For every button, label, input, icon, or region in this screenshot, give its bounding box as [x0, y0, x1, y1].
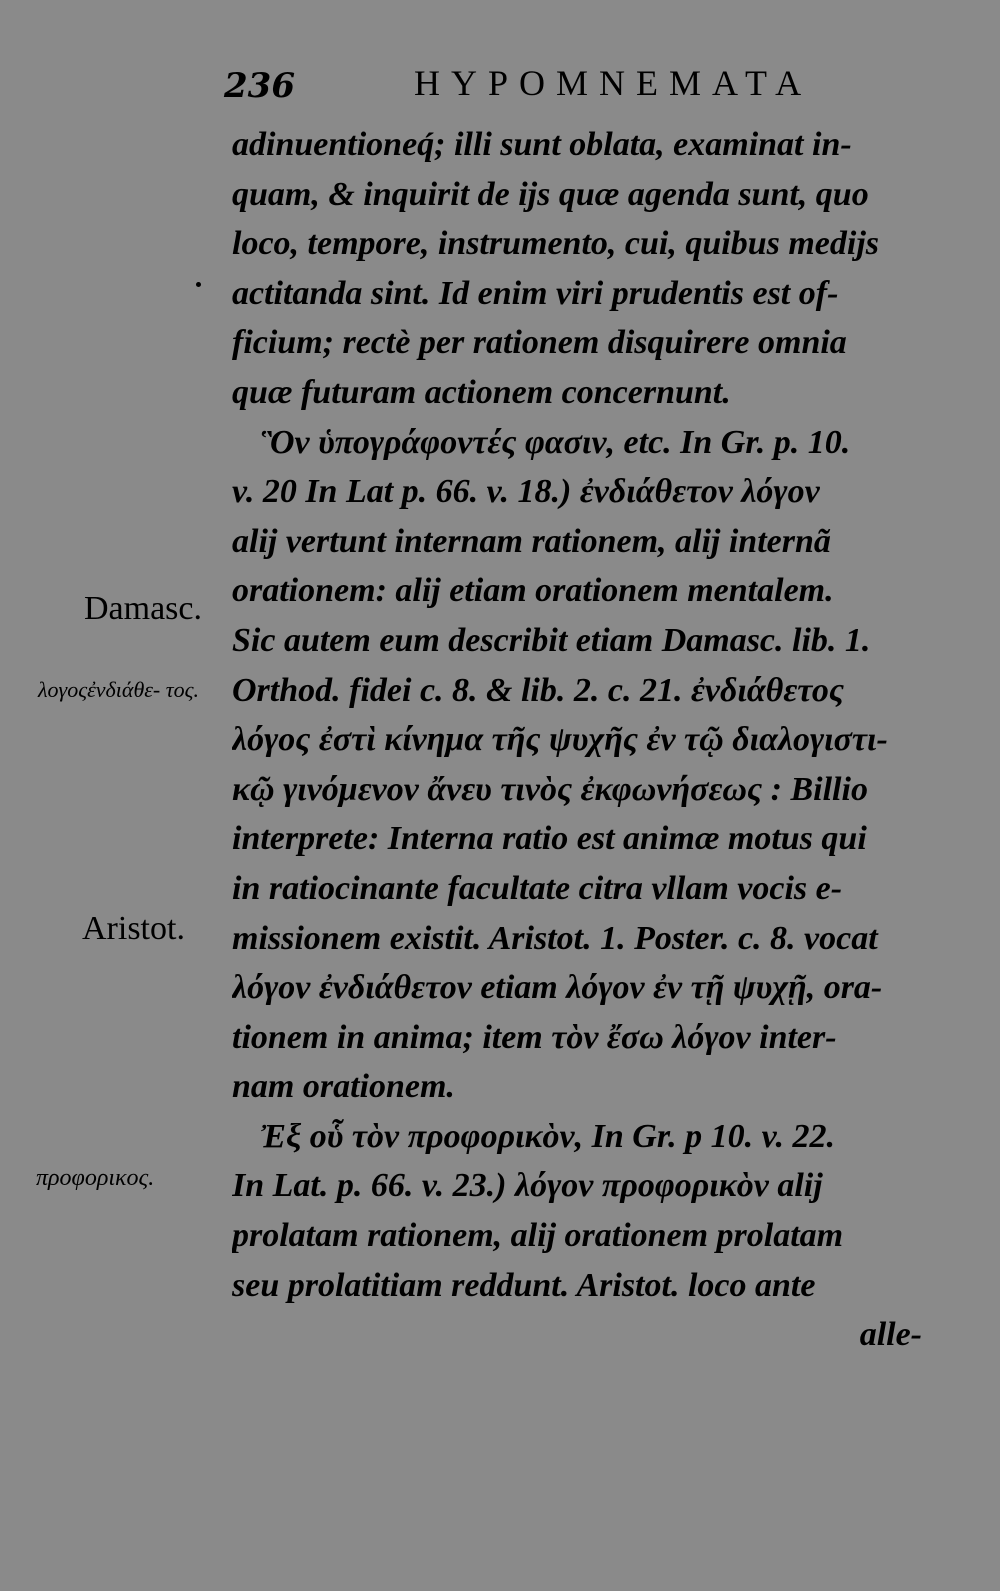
text-line: v. 20 In Lat p. 66. v. 18.) ἐνδιάθετον λόγον: [232, 473, 820, 511]
text-line: In Lat. p. 66. v. 23.) λόγον προφορικὸν alij: [232, 1167, 823, 1205]
running-head: HYPOMNEMATA: [414, 63, 813, 103]
text-line: interprete: Interna ratio est animæ motus qui: [232, 820, 867, 858]
margin-note-prophorikos: προφορικος.: [36, 1165, 155, 1191]
text-line: tionem in anima; item τὸν ἔσω λόγον inter-: [232, 1018, 837, 1056]
text-line: in ratiocinante facultate citra vllam vocis e-: [232, 869, 843, 907]
text-line: orationem: alij etiam orationem mentalem.: [232, 572, 834, 610]
page-number: 236: [224, 66, 295, 106]
margin-note-logos: λογοςἐνδιάθε- τος.: [38, 677, 200, 702]
text-line: Orthod. fidei c. 8. & lib. 2. c. 21. ἐνδιάθετος: [232, 671, 845, 709]
text-line: λόγον ἐνδιάθετον etiam λόγον ἐν τῇ ψυχῇ, ora-: [232, 969, 883, 1007]
margin-note-damasc: Damasc.: [84, 590, 203, 627]
page-header: [224, 62, 924, 112]
text-line: ficium; rectè per rationem disquirere omnia: [232, 324, 847, 362]
margin-dot-mark: [196, 282, 201, 287]
text-line: quam, & inquirit de ijs quæ agenda sunt, quo: [232, 175, 869, 213]
margin-note-aristot: Aristot.: [82, 910, 185, 947]
text-line: adinuentioneq́; illi sunt oblata, examinat in-: [232, 126, 852, 163]
text-line: seu prolatitiam reddunt. Aristot. loco ante: [232, 1266, 816, 1304]
text-line: prolatam rationem, alij orationem prolatam: [232, 1217, 844, 1255]
body-text: [232, 120, 932, 1360]
text-line: Sic autem eum describit etiam Damasc. lib. 1.: [232, 621, 871, 659]
catchword: alle-: [859, 1316, 922, 1354]
text-line: missionem existit. Aristot. 1. Poster. c. 8. vocat: [232, 919, 878, 957]
text-line: alij vertunt internam rationem, alij internã: [232, 522, 831, 560]
text-line: Ἐξ οὗ τὸν προφορικὸν, In Gr. p 10. v. 22.: [260, 1117, 836, 1155]
text-line: actitanda sint. Id enim viri prudentis est of-: [232, 274, 839, 312]
text-line: λόγος ἐστὶ κίνημα τῆς ψυχῆς ἐν τῷ διαλογιστι-: [232, 721, 888, 759]
text-line: nam orationem.: [232, 1068, 455, 1106]
text-line: quæ futuram actionem concernunt.: [232, 373, 731, 411]
text-line: Ὃν ὑπογράφοντές φασιν, etc. In Gr. p. 10.: [260, 423, 851, 461]
text-line: κῷ γινόμενον ἄνευ τινὸς ἐκφωνήσεως : Billio: [232, 770, 868, 808]
text-line: loco, tempore, instrumento, cui, quibus medijs: [232, 225, 880, 263]
